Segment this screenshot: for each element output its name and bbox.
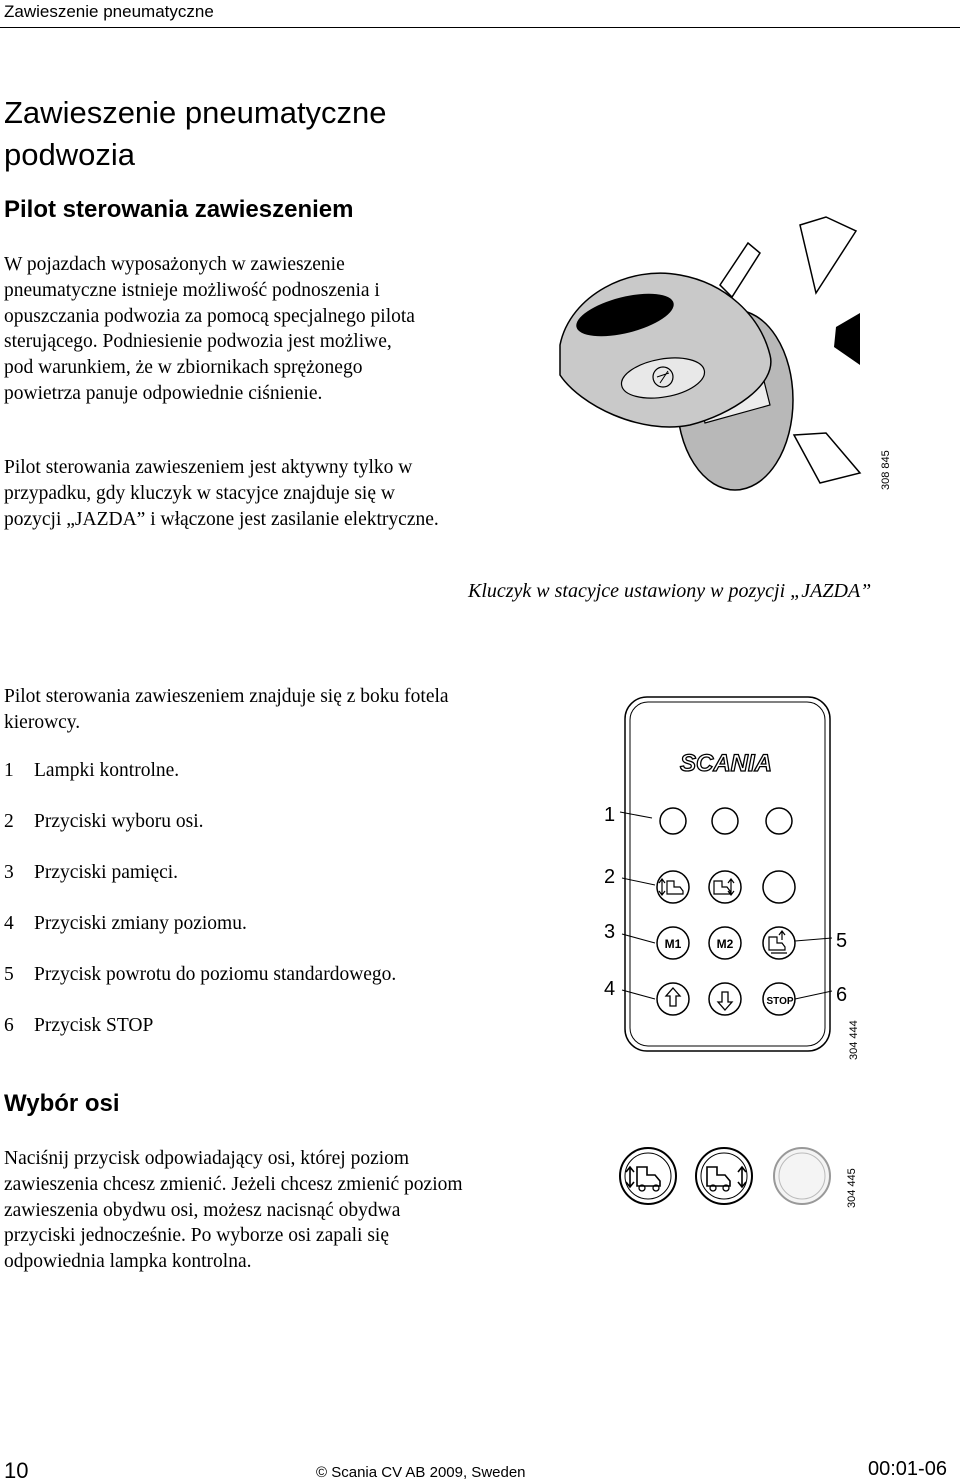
list-number: 1 xyxy=(4,760,14,781)
page-title: Zawieszenie pneumatyczne podwozia xyxy=(4,95,387,172)
indicator-lamp xyxy=(660,808,686,834)
copyright: © Scania CV AB 2009, Sweden xyxy=(316,1464,526,1481)
callout-2: 2 xyxy=(604,866,616,888)
memory-2-label: M2 xyxy=(716,937,734,951)
active-condition-paragraph: Pilot sterowania zawieszeniem jest aktywny tylko w przypadku, gdy kluczyk w stacyjce znajduje się w pozycji „JAZDA” i włączone jest zasilanie elektryczne. xyxy=(4,457,439,530)
running-header: Zawieszenie pneumatyczne xyxy=(4,2,214,21)
scania-logo: SCANIA xyxy=(679,750,773,777)
list-text: Lampki kontrolne. xyxy=(34,760,180,781)
rear-axle-button xyxy=(696,1148,752,1204)
remote-control-illustration xyxy=(600,695,835,1055)
section-title-pilot: Pilot sterowania zawieszeniem xyxy=(4,196,354,223)
list-text: Przyciski wyboru osi. xyxy=(34,811,204,832)
memory-1-label: M1 xyxy=(664,937,682,951)
list-number: 6 xyxy=(4,1015,14,1036)
key-figure-ref: 308 845 xyxy=(880,450,892,490)
section-title-axle: Wybór osi xyxy=(4,1090,120,1117)
key-ignition-illustration xyxy=(520,215,880,505)
list-number: 2 xyxy=(4,811,14,832)
list-number: 3 xyxy=(4,862,14,883)
list-item xyxy=(4,1015,153,1037)
list-text: Przyciski pamięci. xyxy=(34,862,179,883)
indicator-lamp xyxy=(712,808,738,834)
axle-select-button xyxy=(763,871,795,903)
header-rule xyxy=(0,27,960,28)
remote-figure-ref: 304 444 xyxy=(848,1020,860,1060)
list-item xyxy=(4,862,178,884)
page-number: 10 xyxy=(4,1458,29,1483)
callout-4: 4 xyxy=(604,978,616,1000)
callout-5: 5 xyxy=(836,930,848,952)
list-text: Przycisk powrotu do poziomu standardowego. xyxy=(34,964,397,985)
axle-selection-paragraph: Naciśnij przycisk odpowiadający osi, której poziom zawieszenia chcesz zmienić. Jeżeli chcesz zmienić poziom zawieszenia obydwu osi, możesz nacisnąć obydwa przyciski jednocześnie. Po wyborze osi zapali się odpowiednia lampka kontrolna. xyxy=(4,1148,463,1273)
stop-label: STOP xyxy=(766,996,794,1007)
list-item xyxy=(4,760,179,782)
axle-buttons-illustration xyxy=(610,1140,840,1220)
indicator-lamp xyxy=(766,808,792,834)
unused-button xyxy=(774,1148,830,1204)
front-axle-button xyxy=(620,1148,676,1204)
pilot-location-paragraph: Pilot sterowania zawieszeniem znajduje się z boku fotela kierowcy. xyxy=(4,686,449,733)
list-number: 5 xyxy=(4,964,14,985)
axle-figure-ref: 304 445 xyxy=(846,1168,858,1208)
list-item xyxy=(4,964,396,986)
callout-3: 3 xyxy=(604,921,616,943)
callout-1: 1 xyxy=(604,804,616,826)
intro-paragraph: W pojazdach wyposażonych w zawieszenie pneumatyczne istnieje możliwość podnoszenia i opuszczania podwozia za pomocą specjalnego pilota sterującego. Podniesienie podwozia jest możliwe, pod warunkiem, że w zbiornikach sprężonego powietrza panuje odpowiednie ciśnienie. xyxy=(4,254,415,404)
list-number: 4 xyxy=(4,913,14,934)
callout-6: 6 xyxy=(836,984,848,1006)
list-item xyxy=(4,913,247,935)
list-item xyxy=(4,811,204,833)
timestamp: 00:01-06 xyxy=(868,1458,947,1480)
key-figure-caption: Kluczyk w stacyjce ustawiony w pozycji „JAZDA” xyxy=(468,580,872,602)
list-text: Przycisk STOP xyxy=(34,1015,154,1036)
list-text: Przyciski zmiany poziomu. xyxy=(34,913,247,934)
